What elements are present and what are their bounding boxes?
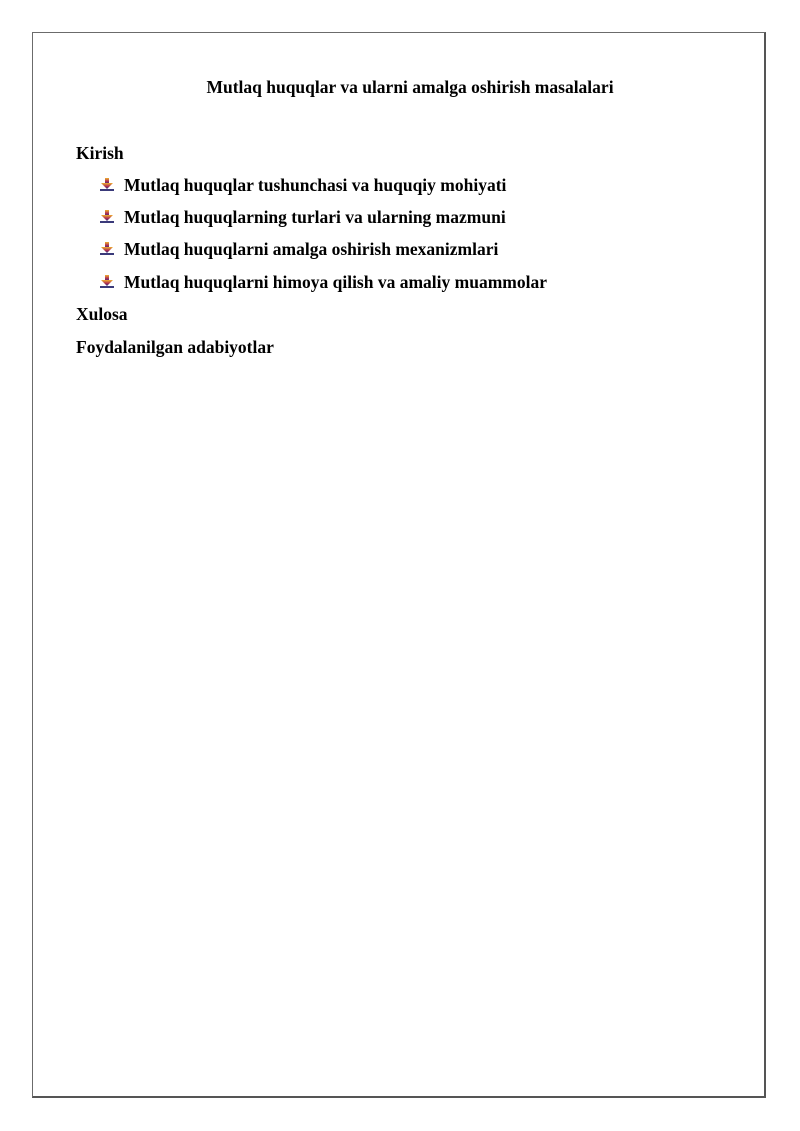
toc-item-chapter-1 [100,174,506,196]
arrow-down-bullet-icon [100,274,114,288]
arrow-down-bullet-icon [100,209,114,223]
conclusion-heading: Xulosa [76,304,128,324]
toc-item-label: Mutlaq huquqlarning turlari va ularning mazmuni [124,207,506,227]
toc-item-chapter-3 [100,238,498,260]
toc-item-chapter-4 [100,271,547,293]
document-title: Mutlaq huquqlar va ularni amalga oshirish masalalari [206,77,614,97]
references-heading: Foydalanilgan adabiyotlar [76,337,274,357]
toc-item-label: Mutlaq huquqlar tushunchasi va huquqiy mohiyati [124,175,507,195]
arrow-down-bullet-icon [100,177,114,191]
arrow-down-bullet-icon [100,241,114,255]
intro-heading: Kirish [76,143,124,163]
toc-item-chapter-2 [100,206,506,228]
toc-item-label: Mutlaq huquqlarni himoya qilish va amaliy muammolar [124,272,547,292]
toc-item-label: Mutlaq huquqlarni amalga oshirish mexanizmlari [124,239,499,259]
